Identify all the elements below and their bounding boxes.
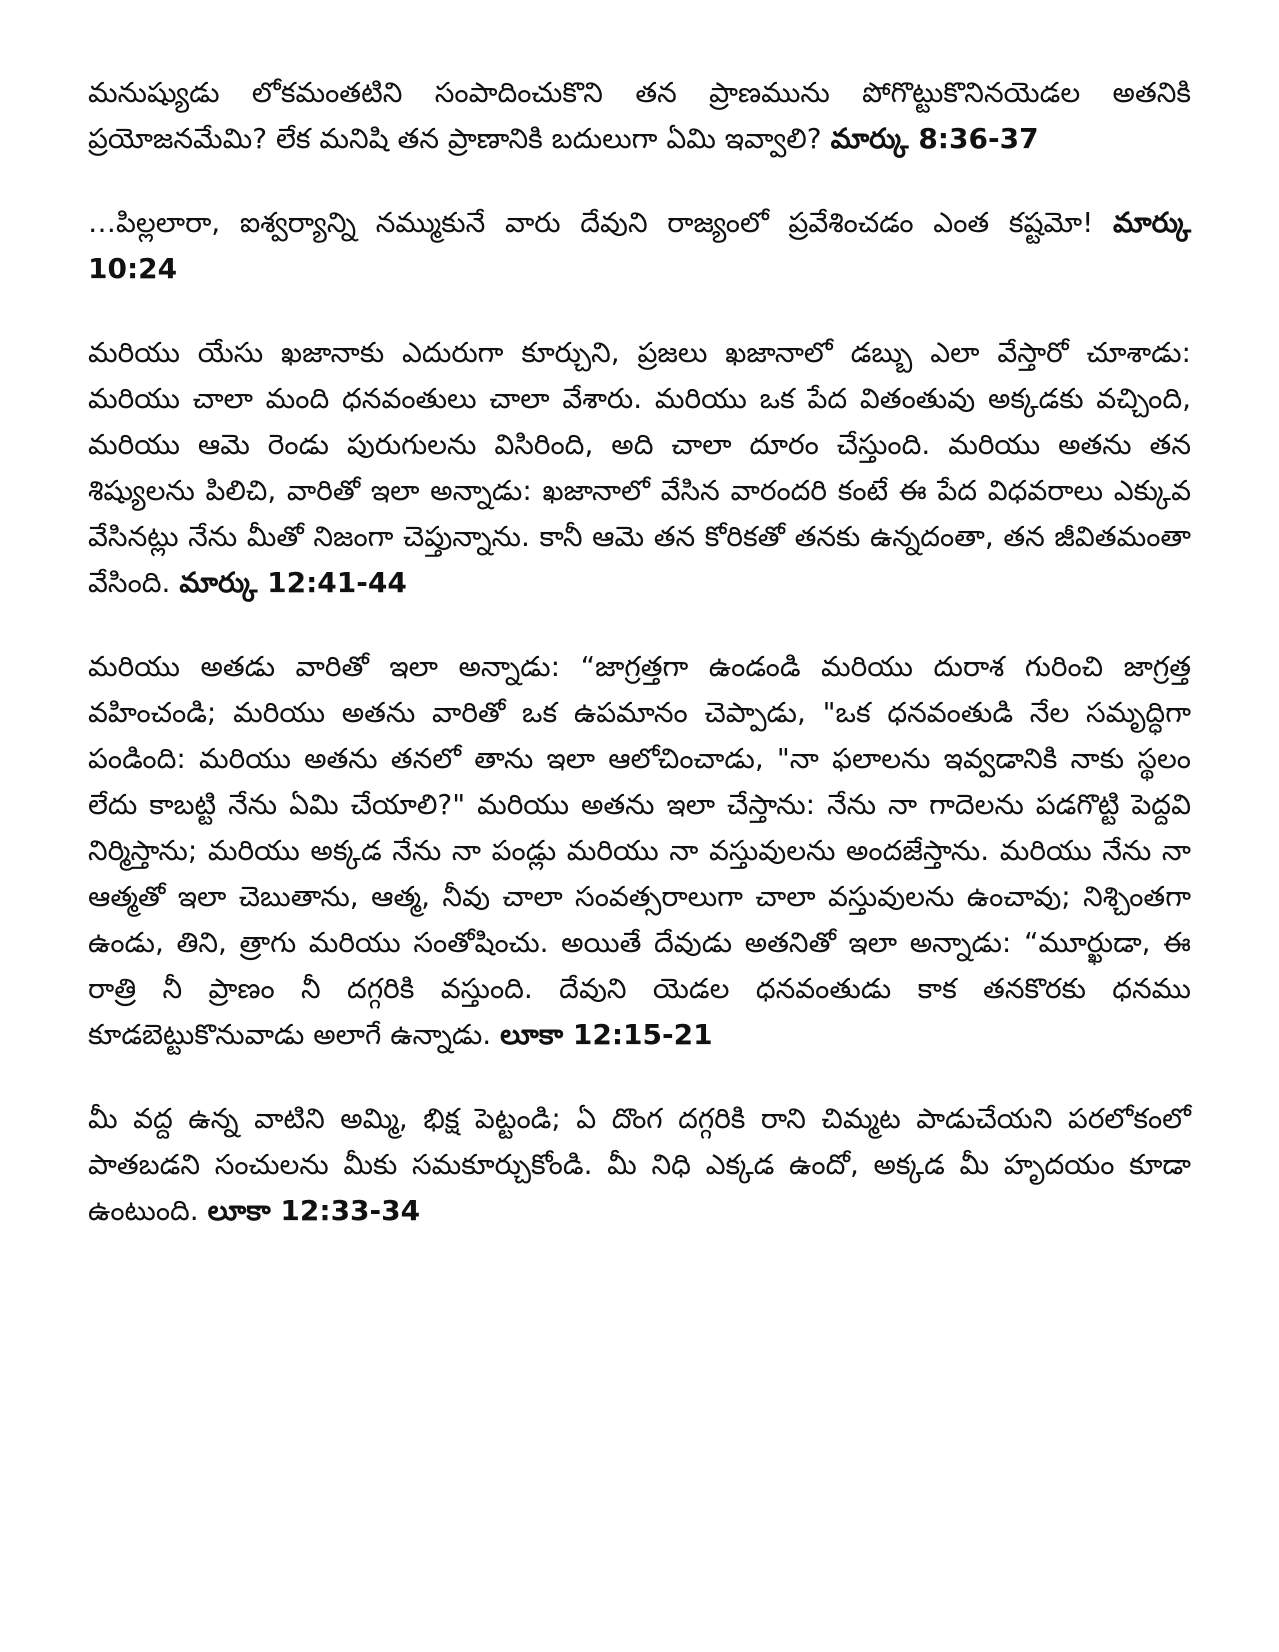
scripture-reference: మార్కు 12:41-44 [179,566,407,599]
paragraph-luke-12-15 [88,644,1191,1058]
paragraph-luke-12-33 [88,1096,1191,1234]
scripture-reference: లూకా 12:33-34 [207,1194,421,1227]
paragraph-text: మరియు యేసు ఖజానాకు ఎదురుగా కూర్చుని, ప్రజలు ఖజానాలో డబ్బు ఎలా వేస్తారో చూశాడు: మరియు చాలా మంది ధనవంతులు చాలా వేశారు. మరియు ఒక పేద వితంతువు అక్కడకు వచ్చింది, మరియు ఆమె రెండు పురుగులను విసిరింది, అది చాలా దూరం చేస్తుంది. మరియు అతను తన శిష్యులను పిలిచి, వారితో ఇలా అన్నాడు: ఖజానాలో వేసిన వారందరి కంటే ఈ పేద విధవరాలు ఎక్కువ వేసినట్లు నేను మీతో నిజంగా చెప్తున్నాను. కానీ ఆమె తన కోరికతో తనకు ఉన్నదంతా, తన జీవితమంతా వేసింది. [88,336,1191,599]
document-page [88,70,1191,1272]
paragraph-mark-10-24 [88,200,1191,292]
paragraph-mark-12-41 [88,330,1191,606]
scripture-reference: మార్కు 8:36-37 [830,122,1039,155]
paragraph-text: మరియు అతడు వారితో ఇలా అన్నాడు: “జాగ్రత్తగా ఉండండి మరియు దురాశ గురించి జాగ్రత్త వహించండి; మరియు అతను వారితో ఒక ఉపమానం చెప్పాడు, "ఒక ధనవంతుడి నేల సమృద్ధిగా పండింది: మరియు అతను తనలో తాను ఇలా ఆలోచించాడు, "నా ఫలాలను ఇవ్వడానికి నాకు స్థలం లేదు కాబట్టి నేను ఏమి చేయాలి?" మరియు అతను ఇలా చేస్తాను: నేను నా గాదెలను పడగొట్టి పెద్దవి నిర్మిస్తాను; మరియు అక్కడ నేను నా పండ్లు మరియు నా వస్తువులను అందజేస్తాను. మరియు నేను నా ఆత్మతో ఇలా చెబుతాను, ఆత్మ, నీవు చాలా సంవత్సరాలుగా చాలా వస్తువులను ఉంచావు; నిశ్చింతగా ఉండు, తిని, త్రాగు మరియు సంతోషించు. అయితే దేవుడు అతనితో ఇలా అన్నాడు: “మూర్ఖుడా, ఈ రాత్రి నీ ప్రాణం నీ దగ్గరికి వస్తుంది. దేవుని యెడల ధనవంతుడు కాక తనకొరకు ధనము కూడబెట్టుకొనువాడు అలాగే ఉన్నాడు. [88,650,1191,1051]
scripture-reference: మార్కు 10:24 [88,206,1191,285]
paragraph-text: …పిల్లలారా, ఐశ్వర్యాన్ని నమ్ముకునే వారు దేవుని రాజ్యంలో ప్రవేశించడం ఎంత కష్టమో! [88,206,1094,239]
paragraph-text: మీ వద్ద ఉన్న వాటిని అమ్మి, భిక్ష పెట్టండి; ఏ దొంగ దగ్గరికి రాని చిమ్మట పాడుచేయని పరలోకంలో పాతబడని సంచులను మీకు సమకూర్చుకోండి. మీ నిధి ఎక్కడ ఉందో, అక్కడ మీ హృదయం కూడా ఉంటుంది. [88,1102,1191,1227]
paragraph-text: మనుష్యుడు లోకమంతటిని సంపాదించుకొని తన ప్రాణమును పోగొట్టుకొనినయెడల అతనికి ప్రయోజనమేమి? లేక మనిషి తన ప్రాణానికి బదులుగా ఏమి ఇవ్వాలి? [88,76,1191,155]
paragraph-mark-8-36 [88,70,1191,162]
scripture-reference: లూకా 12:15-21 [500,1018,713,1051]
